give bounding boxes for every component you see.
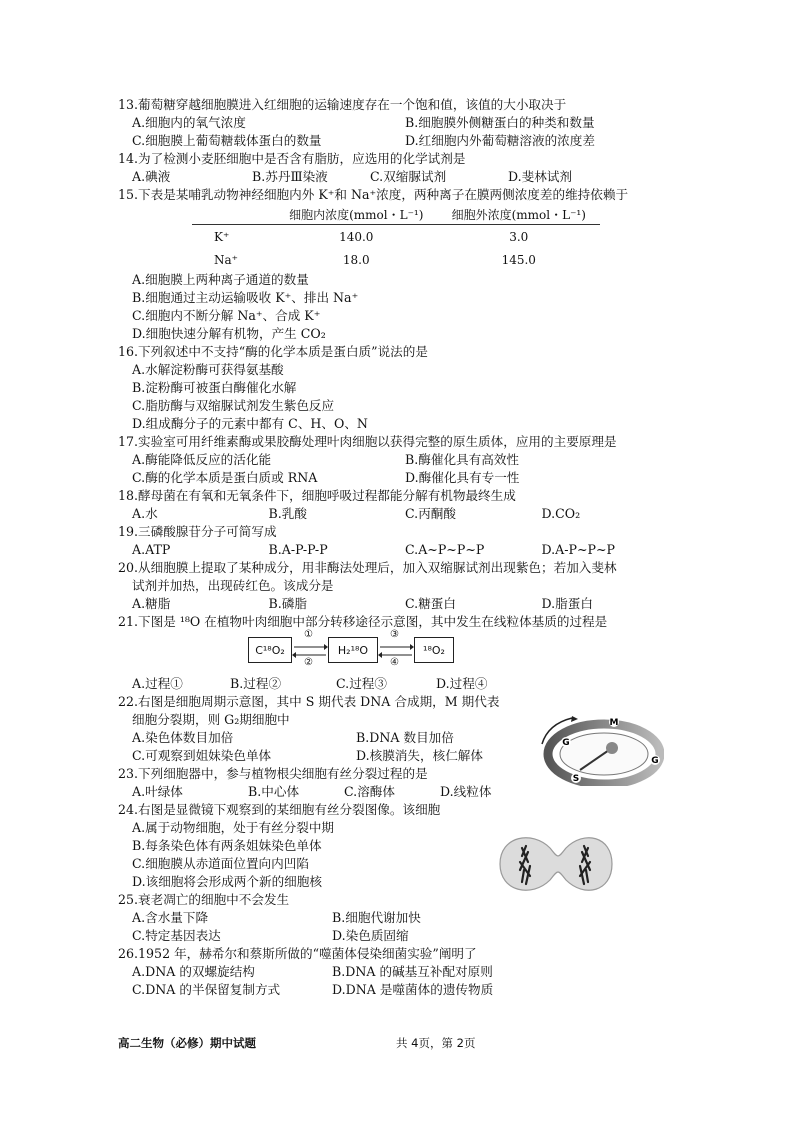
option-a: A.细胞内的氧气浓度 [132,115,246,130]
option-c: C.糖蛋白 [405,596,456,611]
table-cell: 140.0 [339,229,374,244]
question-stem: 23.下列细胞器中，参与植物根尖细胞有丝分裂过程的是 [118,766,428,781]
option-c: C.细胞膜从赤道面位置向内凹陷 [132,856,309,871]
option-d: D.该细胞将会形成两个新的细胞核 [132,874,322,889]
process-2-label: ② [304,657,313,668]
question-14 [118,150,678,168]
question-stem-continued: 细胞分裂期，则 G₂期细胞中 [132,712,290,727]
option-b: B.A-P-P-P [268,542,328,557]
table-cell: 145.0 [501,252,536,267]
table-cell: K⁺ [214,229,230,244]
option-c: C.溶酶体 [344,784,395,799]
option-d: D.A-P~P~P [541,542,616,557]
question-stem-continued: 试剂并加热，出现砖红色。该成分是 [132,578,334,593]
option-a: A.过程① [132,676,183,691]
option-b: B.苏丹Ⅲ染液 [252,169,328,184]
question-stem: 25.衰老凋亡的细胞中不会发生 [118,892,290,907]
process-4-label: ④ [390,657,399,668]
option-b: B.中心体 [248,784,300,799]
question-stem: 21.下图是 ¹⁸O 在植物叶肉细胞中部分转移途径示意图，其中发生在线粒体基质的过程是 [118,614,608,629]
label-m: M [609,718,619,728]
option-a: A.酶能降低反应的活化能 [132,452,272,467]
label-s: S [572,774,580,784]
question-15 [118,186,678,204]
options [118,675,678,693]
mitosis-micrograph [492,826,618,902]
option-d: D.红细胞内外葡萄糖溶液的浓度差 [405,133,595,148]
table-cell: 18.0 [342,252,370,267]
question-stem: 17.实验室可用纤维素酶或果胶酶处理叶肉细胞以获得完整的原生质体，应用的主要原理是 [118,434,617,449]
question-stem: 18.酵母菌在有氧和无氧条件下，细胞呼吸过程都能分解有机物最终生成 [118,488,516,503]
question-stem: 22.右图是细胞周期示意图，其中 S 期代表 DNA 合成期，M 期代表 [118,694,500,709]
option-a: A.染色体数目加倍 [132,730,234,745]
question-19 [118,523,678,541]
question-stem: 26.1952 年，赫希尔和蔡斯所做的“噬菌体侵染细菌实验”阐明了 [118,946,477,961]
option-b: B.细胞代谢加快 [332,910,421,925]
table-cell: Na⁺ [214,252,238,267]
option-c: C.过程③ [336,676,387,691]
18o2-box: ¹⁸O₂ [414,637,454,663]
question-stem: 14.为了检测小麦胚细胞中是否含有脂肪，应选用的化学试剂是 [118,151,466,166]
table-cell: 3.0 [509,229,529,244]
exam-title: 高二生物（必修）期中试题 [118,1036,256,1050]
question-stem: 20.从细胞膜上提取了某种成分，用非酶法处理后，加入双缩脲试剂出现紫色；若加入斐林 [118,560,617,575]
options [118,541,678,559]
label-g2: G [562,738,570,748]
options [118,168,678,186]
option-a: A.叶绿体 [132,784,183,799]
option-c: C.细胞内不断分解 Na⁺、合成 K⁺ [132,308,321,323]
option-a: A.水 [132,506,158,521]
options [118,114,678,132]
options [118,505,678,523]
option-d: D.过程④ [436,676,488,691]
option-d: D.核膜消失，核仁解体 [356,748,483,763]
option-c: C.双缩脲试剂 [370,169,447,184]
h2-18o-box: H₂¹⁸O [328,637,378,663]
option-d: D.组成酶分子的元素中都有 C、H、O、N [132,416,368,431]
options [118,963,678,981]
option-d: D.线粒体 [440,784,492,799]
option-d: D.CO₂ [541,506,581,521]
option-d: D.染色质固缩 [332,928,409,943]
question-20 [118,559,678,595]
option-a: A.ATP [132,542,171,557]
table-header: 细胞内浓度(mmol・L⁻¹) [275,204,438,225]
question-26 [118,945,678,963]
option-b: B.DNA 的碱基互补配对原则 [332,964,493,979]
c18o2-box: C¹⁸O₂ [248,637,292,663]
table-header [192,204,275,225]
option-d: D.DNA 是噬菌体的遗传物质 [332,982,494,997]
question-stem: 19.三磷酸腺苷分子可简写成 [118,524,277,539]
options [118,927,678,945]
question-24 [118,801,678,819]
option-c: C.A~P~P~P [405,542,485,557]
option-c: C.脂肪酶与双缩脲试剂发生紫色反应 [132,398,335,413]
option-d: D.斐林试剂 [508,169,573,184]
option-d: D.细胞快速分解有机物，产生 CO₂ [132,326,326,341]
table-header: 细胞外浓度(mmol・L⁻¹) [438,204,601,225]
concentration-table [192,204,600,271]
process-3-label: ③ [390,629,399,640]
question-17 [118,433,678,451]
oxygen-transfer-diagram [248,631,678,675]
label-g1: G [651,756,659,766]
option-a: A.碘液 [132,169,171,184]
option-a: A.含水量下降 [132,910,209,925]
table-row [192,248,600,271]
option-b: B.过程② [230,676,282,691]
option-c: C.细胞膜上葡萄糖载体蛋白的数量 [132,133,322,148]
process-1-label: ① [304,629,313,640]
option-c: C.特定基因表达 [132,928,221,943]
page-number: 共 4页，第 2页 [396,1036,476,1050]
question-stem: 15.下表是某哺乳动物神经细胞内外 K⁺和 Na⁺浓度，两种离子在膜两侧浓度差的维持依赖于 [118,187,629,202]
option-b: B.细胞膜外侧糖蛋白的种类和数量 [405,115,595,130]
option-d: D.酶催化具有专一性 [405,470,520,485]
question-stem: 16.下列叙述中不支持“酶的化学本质是蛋白质”说法的是 [118,344,428,359]
table-row [192,225,600,249]
question-18 [118,487,678,505]
option-a: A.DNA 的双螺旋结构 [132,964,255,979]
option-c: C.DNA 的半保留复制方式 [132,982,281,997]
option-b: B.DNA 数目加倍 [356,730,454,745]
question-13 [118,96,678,114]
option-b: B.淀粉酶可被蛋白酶催化水解 [132,380,297,395]
question-stem: 13.葡萄糖穿越细胞膜进入红细胞的运输速度存在一个饱和值，该值的大小取决于 [118,97,567,112]
question-16 [118,343,678,361]
options [118,595,678,613]
option-b: B.磷脂 [268,596,307,611]
options [118,469,678,487]
option-a: A.细胞膜上两种离子通道的数量 [132,272,309,287]
options [118,451,678,469]
options [118,909,678,927]
option-a: A.水解淀粉酶可获得氨基酸 [132,362,284,377]
option-a: A.糖脂 [132,596,171,611]
option-a: A.属于动物细胞，处于有丝分裂中期 [132,820,335,835]
cell-cycle-diagram [538,716,664,786]
options [118,132,678,150]
option-b: B.酶催化具有高效性 [405,452,520,467]
option-d: D.脂蛋白 [541,596,593,611]
question-stem: 24.右图是显微镜下观察到的某细胞有丝分裂图像。该细胞 [118,802,441,817]
options [118,981,678,999]
option-b: B.细胞通过主动运输吸收 K⁺、排出 Na⁺ [132,290,359,305]
option-c: C.酶的化学本质是蛋白质或 RNA [132,470,318,485]
option-c: C.丙酮酸 [405,506,456,521]
option-b: B.乳酸 [268,506,307,521]
option-c: C.可观察到姐妹染色单体 [132,748,272,763]
option-b: B.每条染色体有两条姐妹染色单体 [132,838,322,853]
